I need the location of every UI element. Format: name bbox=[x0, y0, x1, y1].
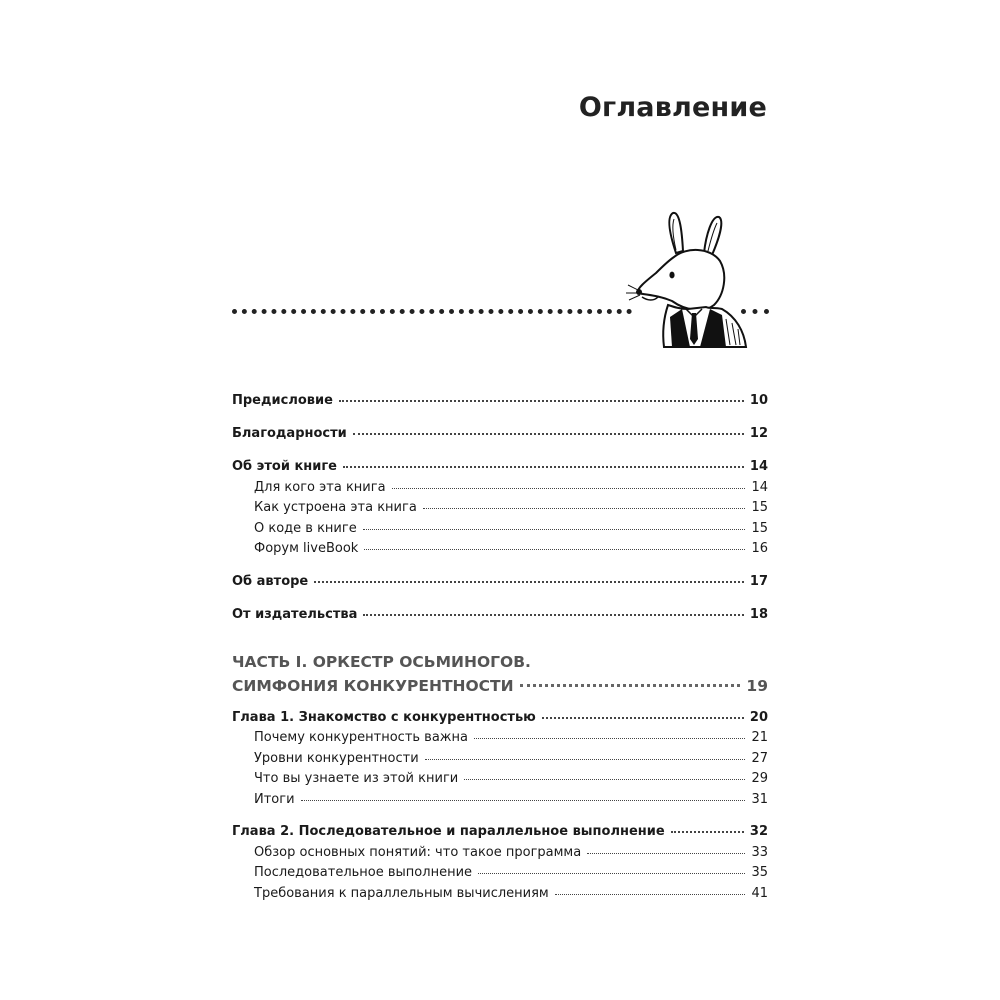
toc-entry-label: Последовательное выполнение bbox=[254, 865, 473, 881]
part-title-line2: СИМФОНИЯ КОНКУРЕНТНОСТИ bbox=[232, 676, 514, 695]
toc-entry-page: 12 bbox=[749, 426, 768, 442]
toc-entry[interactable] bbox=[232, 459, 768, 480]
toc-entry-label: Что вы узнаете из этой книги bbox=[254, 771, 459, 787]
dotted-divider bbox=[232, 309, 632, 314]
table-of-contents bbox=[232, 393, 768, 906]
dot-leader bbox=[301, 800, 746, 801]
toc-entry-page: 18 bbox=[749, 607, 768, 623]
toc-entry-page: 14 bbox=[751, 479, 768, 495]
toc-subentry[interactable] bbox=[232, 480, 768, 501]
toc-subentry[interactable] bbox=[232, 886, 768, 907]
toc-chapter[interactable] bbox=[232, 710, 768, 731]
toc-entry-page: 20 bbox=[749, 709, 768, 725]
toc-entry-page: 29 bbox=[751, 771, 768, 787]
toc-entry[interactable] bbox=[232, 574, 768, 595]
toc-entry[interactable] bbox=[232, 426, 768, 447]
dot-leader bbox=[423, 508, 746, 509]
dot-leader bbox=[339, 400, 744, 402]
toc-subentry[interactable] bbox=[232, 771, 768, 792]
dot-leader bbox=[474, 738, 745, 739]
toc-entry-label: Об этой книге bbox=[232, 459, 337, 475]
toc-subentry[interactable] bbox=[232, 541, 768, 562]
toc-entry-page: 15 bbox=[751, 500, 768, 516]
toc-entry-page: 19 bbox=[746, 676, 768, 695]
dot-leader bbox=[314, 581, 744, 583]
toc-subentry[interactable] bbox=[232, 751, 768, 772]
dot-leader bbox=[587, 853, 745, 854]
toc-entry-label: Уровни конкурентности bbox=[254, 750, 419, 766]
toc-part-heading[interactable] bbox=[232, 650, 768, 698]
toc-subentry[interactable] bbox=[232, 500, 768, 521]
dot-leader bbox=[353, 433, 744, 435]
toc-entry-page: 15 bbox=[751, 520, 768, 536]
dot-leader bbox=[392, 488, 746, 489]
dot-leader bbox=[364, 549, 745, 550]
toc-entry-label: Для кого эта книга bbox=[254, 479, 386, 495]
toc-entry-label: Глава 2. Последовательное и параллельное выполнение bbox=[232, 824, 665, 840]
toc-entry-page: 35 bbox=[751, 865, 768, 881]
toc-entry-label: Как устроена эта книга bbox=[254, 500, 417, 516]
dot-leader bbox=[343, 466, 744, 468]
dot-leader bbox=[520, 684, 741, 687]
toc-subentry[interactable] bbox=[232, 792, 768, 813]
toc-entry-page: 21 bbox=[751, 730, 768, 746]
toc-entry[interactable] bbox=[232, 393, 768, 414]
toc-subentry[interactable] bbox=[232, 521, 768, 542]
toc-subentry[interactable] bbox=[232, 730, 768, 751]
toc-entry-label: Об авторе bbox=[232, 574, 309, 590]
part-title-line1: ЧАСТЬ I. ОРКЕСТР ОСЬМИНОГОВ. bbox=[232, 652, 531, 671]
toc-entry-label: Предисловие bbox=[232, 393, 333, 408]
toc-entry-page: 32 bbox=[749, 824, 768, 840]
dot-leader bbox=[363, 529, 746, 530]
toc-entry-label: Благодарности bbox=[232, 426, 347, 442]
toc-entry-page: 10 bbox=[749, 393, 768, 408]
dot-leader bbox=[425, 759, 746, 760]
dot-leader bbox=[542, 717, 744, 719]
toc-entry-page: 33 bbox=[751, 844, 768, 860]
toc-entry-page: 41 bbox=[751, 885, 768, 901]
toc-entry-label: Обзор основных понятий: что такое программа bbox=[254, 844, 582, 860]
toc-entry-label: Итоги bbox=[254, 791, 295, 807]
dot-leader bbox=[555, 894, 746, 895]
dot-leader bbox=[671, 831, 744, 833]
page-title: Оглавление bbox=[578, 92, 767, 123]
toc-entry-label: Глава 1. Знакомство с конкурентностью bbox=[232, 709, 536, 725]
toc-chapter[interactable] bbox=[232, 824, 768, 845]
dot-leader bbox=[478, 873, 745, 874]
toc-subentry[interactable] bbox=[232, 845, 768, 866]
toc-entry-label: Форум liveBook bbox=[254, 541, 359, 557]
toc-entry-label: Требования к параллельным вычислениям bbox=[254, 885, 549, 901]
rabbit-mascot-illustration bbox=[626, 205, 751, 353]
dot-leader bbox=[464, 779, 745, 780]
toc-entry-page: 31 bbox=[751, 791, 768, 807]
toc-entry-label: Почему конкурентность важна bbox=[254, 730, 468, 746]
toc-entry-page: 14 bbox=[749, 459, 768, 475]
toc-entry[interactable] bbox=[232, 607, 768, 628]
toc-entry-label: От издательства bbox=[232, 607, 358, 623]
toc-entry-page: 27 bbox=[751, 750, 768, 766]
toc-entry-label: О коде в книге bbox=[254, 520, 357, 536]
toc-entry-page: 17 bbox=[749, 574, 768, 590]
toc-subentry[interactable] bbox=[232, 865, 768, 886]
dot-leader bbox=[363, 614, 744, 616]
toc-entry-page: 16 bbox=[751, 541, 768, 557]
